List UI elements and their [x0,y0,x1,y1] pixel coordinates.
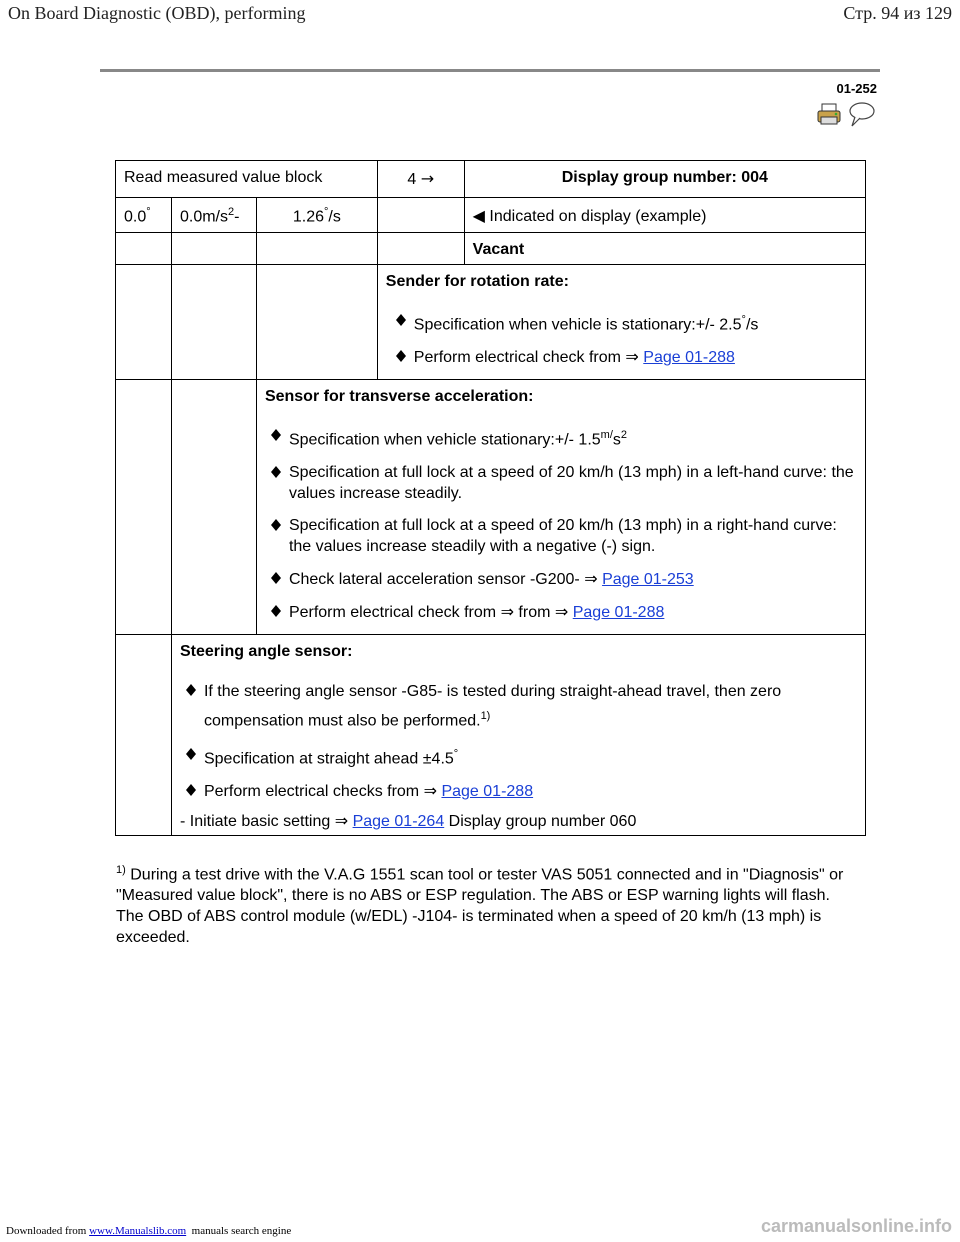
list-item: Perform electrical checks from ⇒ Page 01-288 [186,780,857,802]
watermark: carmanualsonline.info [760,1216,952,1236]
arrow-right-icon: → [420,169,435,188]
display-group-title: Display group number: 004 [561,169,768,186]
list-item: Perform electrical check from ⇒ from ⇒ Page 01-288 [271,601,857,623]
diamond-bullet-icon [271,572,281,584]
vacant-row [116,233,866,265]
toolbar-icons [816,101,880,131]
speech-bubble-icon[interactable] [846,101,876,134]
value-2: $0.0m/s^2-$ [179,206,240,226]
document-title: On Board Diagnostic (OBD), performing [8,3,306,23]
group-number-cell [378,161,464,189]
display-note: ◀ Indicated on display (example) [472,208,707,225]
diamond-bullet-icon [271,519,281,531]
page-link[interactable]: Page 01-288 [572,603,665,621]
list-item: Specification when vehicle stationary:+/- $1.5^{m/}s^2$ [271,425,857,450]
value-1: 0.0° [124,206,151,226]
measured-value-table [115,160,866,836]
diamond-bullet-icon [186,684,196,696]
download-credit: Downloaded from www.Manualslib.com manuals search engine [6,1225,292,1237]
triangle-left-icon: ◀ [472,208,485,225]
page-link[interactable]: Page 01-253 [602,570,694,588]
list-item: Specification at full lock at a speed of 20 km/h (13 mph) in a right-hand curve: the values increase steadily with a negative (-) sign. [271,515,857,557]
page-link[interactable]: Page 01-288 [441,783,534,801]
diamond-bullet-icon [396,350,406,362]
group-number: 4 [407,171,417,188]
list-item: Specification at full lock at a speed of 20 km/h (13 mph) in a left-hand curve: the values increase steadily. [271,462,857,504]
list-item: Check lateral acceleration sensor -G200- ⇒ Page 01-253 [271,568,857,590]
table-header-row [116,161,866,198]
header-divider [100,69,880,72]
rotation-title: Sender for rotation rate: [385,273,569,290]
page-number: 01-252 [836,81,877,96]
diamond-bullet-icon [271,466,281,478]
printer-icon[interactable] [816,101,842,132]
page-link[interactable]: Page 01-264 [352,813,445,831]
diamond-bullet-icon [271,429,281,441]
value-3: 1.26°/s [292,206,341,226]
basic-setting-instruction: - Initiate basic setting ⇒ Page 01-264 Display group number 060 [179,811,637,831]
vacant-label: Vacant [472,241,525,258]
transverse-title: Sensor for transverse acceleration: [264,388,534,406]
diamond-bullet-icon [396,314,406,326]
page-counter: Стр. 94 из 129 [843,3,952,23]
transverse-accel-row [116,380,866,634]
diamond-bullet-icon [186,748,196,760]
list-item: Specification when vehicle is stationary:+/- 2.5°/s [396,310,857,335]
footnote-mark: 1) [116,864,126,876]
steering-title: Steering angle sensor: [179,642,353,660]
list-item: Perform electrical check from ⇒ Page 01-288 [396,346,857,368]
page-link[interactable]: Page 01-288 [643,349,735,367]
rotation-rate-row [116,265,866,380]
header-label: Read measured value block [124,169,323,186]
footnote-text: During a test drive with the V.A.G 1551 scan tool or tester VAS 5051 connected and in "Diagnosis" or "Measured value block", there is no ABS or ESP regulation. The ABS or ESP warning lights will flash. The OBD of ABS control module (w/EDL) -J104- is terminated when a speed of 20 km/h (13 mph) is exceeded. [116,866,844,947]
display-example-row [116,198,866,233]
footnote [116,860,856,948]
diamond-bullet-icon [271,605,281,617]
list-item: If the steering angle sensor -G85- is tested during straight-ahead travel, then zero compensation must also be performed.$^{1)}$ [186,680,857,733]
diamond-bullet-icon [186,784,196,796]
steering-angle-row [116,634,866,835]
list-item: Specification at straight ahead ±4.5° [186,744,857,769]
manualslib-link[interactable]: www.Manualslib.com [89,1225,187,1237]
